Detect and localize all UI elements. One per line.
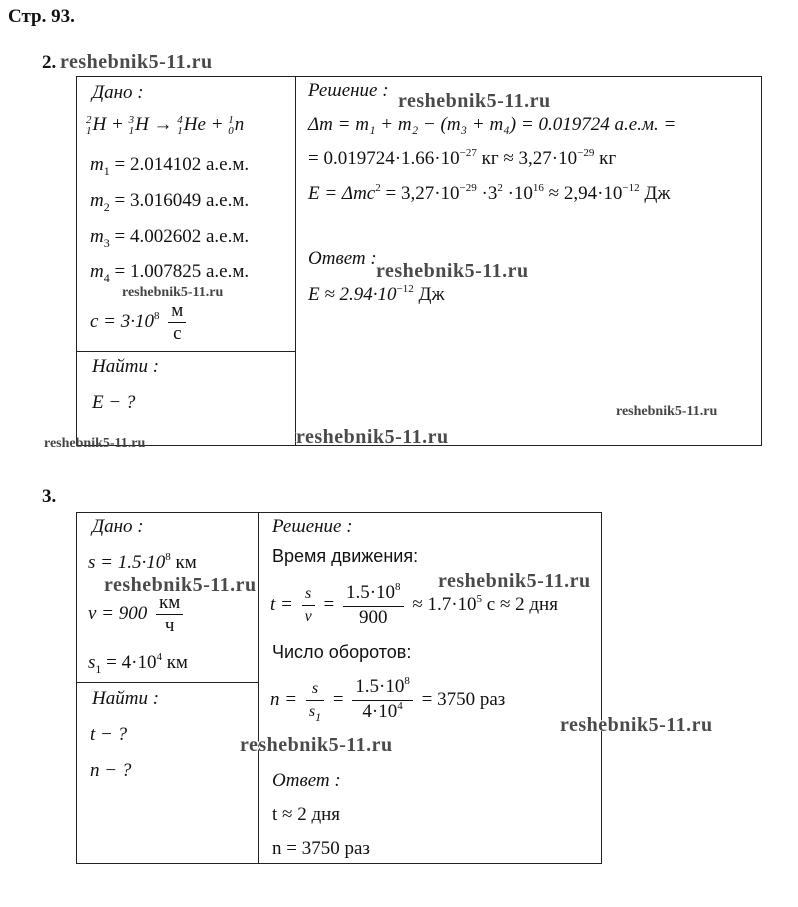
watermark: reshebnik5-11.ru [60, 51, 213, 73]
find-heading: Найти : [92, 356, 160, 377]
time-equation: t = $\frac{s}{v}$ = $\frac{1.5\cdot 10^8}{900}$ ≈ $1.7\cdot 10^5$ с ≈ 2 дня [270, 581, 558, 628]
energy-line: $E = \Delta mc^2 = 3,27\cdot 10^{-29} \cdot 3^2 \cdot 10^{16} \approx 2,94\cdot 10^{-12}$ Дж [308, 182, 671, 204]
mass-m1: $m_1 = 2.014102$ а.е.м. [90, 154, 250, 178]
mass-defect-kg-line: = $0.019724\cdot 1.66\cdot 10^{-27}$ кг ≈ $3,27\cdot 10^{-29}$ кг [308, 147, 617, 169]
find-turns: n − ? [90, 760, 132, 781]
table-divider [76, 351, 296, 352]
watermark: reshebnik5-11.ru [122, 285, 224, 300]
answer-heading: Ответ : [272, 770, 341, 791]
find-energy: E − ? [92, 392, 136, 413]
watermark: reshebnik5-11.ru [438, 570, 591, 592]
mass-m2: $m_2 = 3.016049$ а.е.м. [90, 190, 250, 214]
table-divider [258, 512, 259, 864]
answer-time: t ≈ 2 дня [272, 804, 341, 825]
time-label: Время движения: [272, 546, 419, 566]
answer-energy: $E \approx 2.94\cdot 10^{-12}$ Дж [308, 283, 445, 305]
orbit-distance-value: $s_1 = 4\cdot 10^4$ км [88, 651, 188, 676]
table-divider [76, 682, 259, 683]
speed-of-light: $c = 3\cdot 10^8$ $\frac{м}{с}$ [90, 300, 190, 345]
problem-3-number: 3. [42, 486, 57, 507]
turns-label: Число оборотов: [272, 642, 412, 662]
answer-turns: n = 3750 раз [272, 838, 370, 859]
watermark: reshebnik5-11.ru [560, 714, 713, 736]
watermark: reshebnik5-11.ru [616, 404, 718, 419]
watermark: reshebnik5-11.ru [296, 426, 449, 448]
find-time: t − ? [90, 724, 128, 745]
turns-equation: n = $\frac{s}{s_1}$ = $\frac{1.5\cdot 10^8}{4\cdot 10^4}$ = 3750 раз [270, 675, 506, 724]
solution-heading: Решение : [308, 80, 389, 101]
given-heading: Дано : [92, 516, 144, 537]
solution-heading: Решение : [272, 516, 353, 537]
mass-m3: $m_3 = 4.002602$ а.е.м. [90, 226, 250, 250]
velocity-value: v = 900 $\frac{км}{ч}$ [88, 592, 187, 637]
distance-value: $s = 1.5\cdot 10^8$ км [88, 551, 197, 573]
page-title: Стр. 93. [8, 6, 75, 27]
watermark: reshebnik5-11.ru [398, 90, 551, 112]
watermark: reshebnik5-11.ru [240, 734, 393, 756]
answer-heading: Ответ : [308, 248, 377, 269]
table-divider [295, 76, 296, 446]
find-heading: Найти : [92, 688, 160, 709]
given-heading: Дано : [92, 82, 144, 103]
problem-2-number: 2. [42, 52, 57, 73]
nuclear-reaction: 2 1 H + 3 1 H → 4 1 He + 1 0 n [86, 113, 245, 137]
watermark: reshebnik5-11.ru [104, 574, 257, 596]
mass-defect-line: Δm = m₁ + m₂ − (m₃ + m₄) = 0.019724 а.е.м. = [308, 114, 677, 135]
watermark: reshebnik5-11.ru [44, 436, 146, 451]
watermark: reshebnik5-11.ru [376, 260, 529, 282]
mass-m4: $m_4 = 1.007825$ а.е.м. [90, 261, 250, 285]
